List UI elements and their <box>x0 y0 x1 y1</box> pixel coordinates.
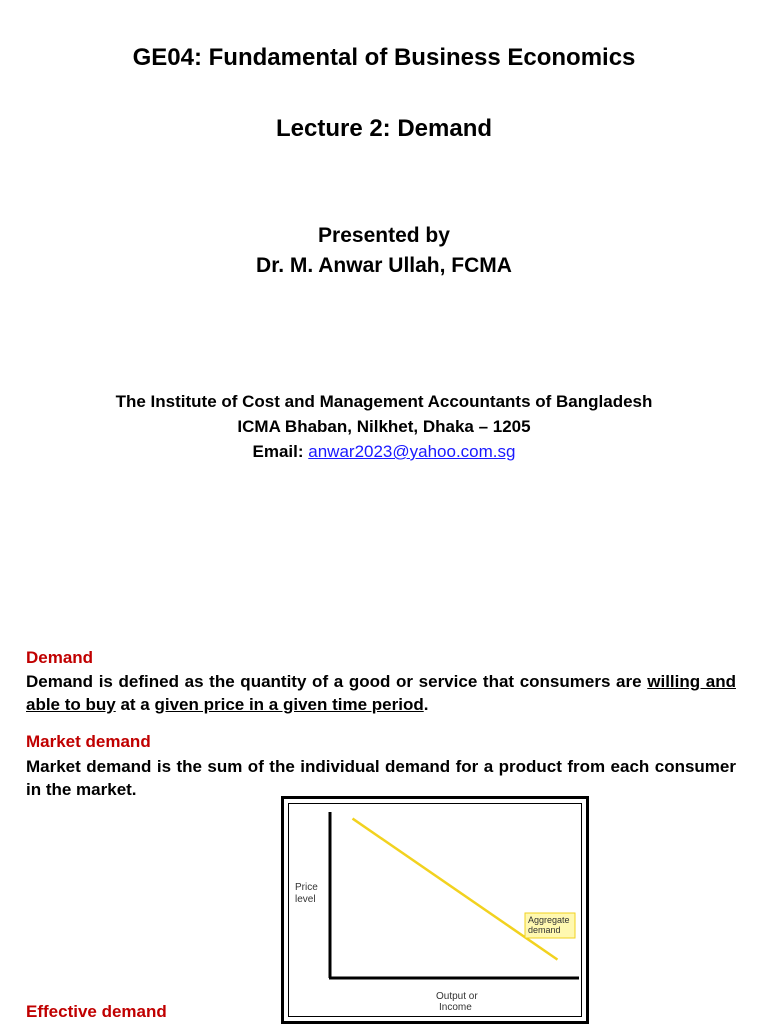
effective-demand-heading: Effective demand <box>26 1002 167 1021</box>
chart-inner-border <box>288 803 582 1017</box>
demand-text-3: . <box>423 695 429 714</box>
series-label-line1: Aggregate <box>528 915 570 925</box>
x-label-line2: Income <box>439 1002 472 1013</box>
aggregate-demand-chart <box>281 796 589 1024</box>
lecture-title: Lecture 2: Demand <box>275 115 493 142</box>
institute-address: ICMA Bhaban, Nilkhet, Dhaka – 1205 <box>237 417 531 436</box>
demand-underline-2: given price in a given time period <box>154 695 424 714</box>
y-label-line1: Price <box>295 882 318 893</box>
series-label-line2: demand <box>528 925 561 935</box>
demand-text-1: Demand is defined as the quantity of a good or service that consumers are <box>26 672 642 691</box>
chart-svg <box>289 804 587 1022</box>
email-link[interactable]: anwar2023@yahoo.com.sg <box>308 442 516 461</box>
course-title: GE04: Fundamental of Business Economics <box>132 44 636 71</box>
institute-email <box>0 442 768 462</box>
demand-underline-1: willing and able to buy <box>26 672 736 714</box>
market-demand-heading: Market demand <box>26 732 151 751</box>
presented-by: Presented by <box>318 224 450 247</box>
demand-text-2: at a <box>115 695 155 714</box>
demand-definition <box>26 670 736 716</box>
x-label-line1: Output or <box>436 991 478 1002</box>
institute-name: The Institute of Cost and Management Accountants of Bangladesh <box>115 392 653 411</box>
demand-heading: Demand <box>26 648 94 667</box>
presenter-name: Dr. M. Anwar Ullah, FCMA <box>256 254 512 277</box>
y-label-line2: level <box>295 894 316 905</box>
market-demand-text: Market demand is the sum of the individual demand for a product from each consumer in the market. <box>26 757 736 799</box>
email-label: Email: <box>252 442 309 461</box>
